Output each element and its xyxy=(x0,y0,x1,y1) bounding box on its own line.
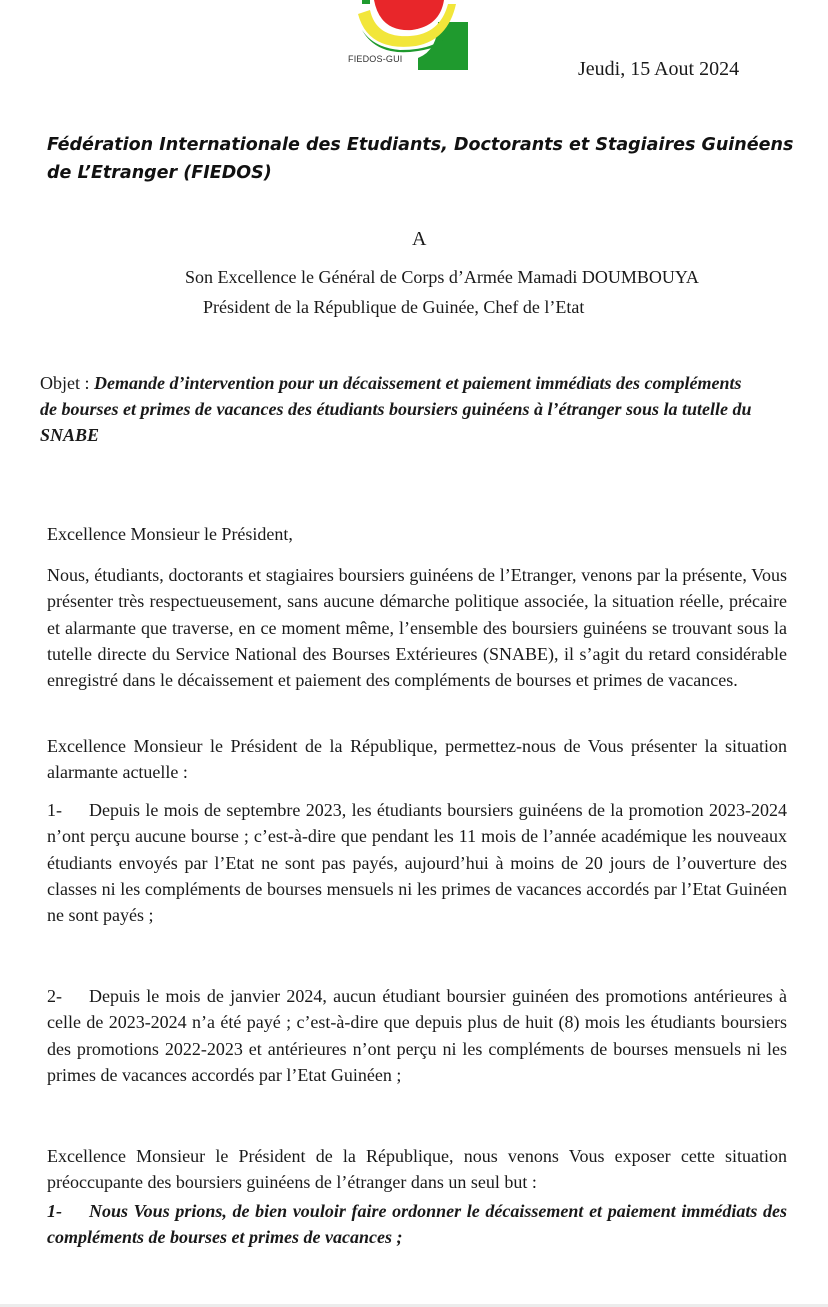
point-number: 2- xyxy=(47,986,62,1006)
logo-label: FIEDOS-GUI xyxy=(348,54,403,64)
salutation: Excellence Monsieur le Président, xyxy=(47,524,293,544)
logo-red-shape xyxy=(374,0,444,30)
recipient-to: A xyxy=(412,228,427,250)
paragraph-situation: Excellence Monsieur le Président de la République, permettez-nous de Vous présenter la situation alarmante actuelle : xyxy=(47,736,787,783)
point-item xyxy=(47,983,787,1088)
logo-green-corner xyxy=(362,0,370,4)
subject-line xyxy=(40,370,760,448)
recipient-title: Président de la République de Guinée, Chef de l’Etat xyxy=(203,297,585,317)
subject-label: Objet : xyxy=(40,373,90,393)
recipient-name: Son Excellence le Général de Corps d’Armée Mamadi DOUMBOUYA xyxy=(185,267,699,287)
letter-date: Jeudi, 15 Aout 2024 xyxy=(578,58,740,80)
request-text: Nous Vous prions, de bien vouloir faire ordonner le décaissement et paiement immédiats des compléments de bourses et primes de vacances ; xyxy=(47,1201,787,1248)
point-item xyxy=(47,797,787,928)
point-text: Depuis le mois de janvier 2024, aucun étudiant boursier guinéen des promotions antérieures à celle de 2023-2024 n’a été payé ; c’est-à-dire que depuis plus de huit (8) mois les étudiants boursiers des promotions 2022-2023 et antérieures n’ont perçu ni les compléments de bourses mensuels ni les primes de vacances accordés par l’Etat Guinéen ; xyxy=(47,986,787,1085)
point-number: 1- xyxy=(47,800,62,820)
point-text: Depuis le mois de septembre 2023, les étudiants boursiers guinéens de la promotion 2023-2024 n’ont perçu aucune bourse ; c’est-à-dire que pendant les 11 mois de l’année académique les nouveaux étudiants envoyés par l’Etat ne sont pas payés, aujourd’hui à moins de 20 jours de l’ouverture des classes ni les compléments de bourses mensuels ni les primes de vacances accordés par l’Etat Guinéen ne sont payés ; xyxy=(47,800,787,926)
sender-organization: Fédération Internationale des Etudiants, Doctorants et Stagiaires Guinéens de L’Etranger (FIEDOS) xyxy=(47,135,794,183)
paragraph-intro: Nous, étudiants, doctorants et stagiaires boursiers guinéens de l’Etranger, venons par la présente, Vous présenter très respectueusement, sans aucune démarche politique associée, la situation réelle, précaire et alarmante que traverse, en ce moment même, l’ensemble des boursiers guinéens se trouvant sous la tutelle directe du Service National des Bourses Extérieures (SNABE), il s’agit du retard considérable enregistré dans le décaissement et paiement des compléments de bourses et primes de vacances. xyxy=(47,565,787,691)
paragraph-purpose: Excellence Monsieur le Président de la République, nous venons Vous exposer cette situation préoccupante des boursiers guinéens de l’étranger dans un seul but : xyxy=(47,1146,787,1193)
request-item xyxy=(47,1198,787,1251)
request-number: 1- xyxy=(47,1201,62,1221)
fiedos-logo xyxy=(340,0,480,72)
subject-text: Demande d’intervention pour un décaissement et paiement immédiats des compléments de bourses et primes de vacances des étudiants boursiers guinéens à l’étranger sous la tutelle du SNABE xyxy=(40,373,752,445)
